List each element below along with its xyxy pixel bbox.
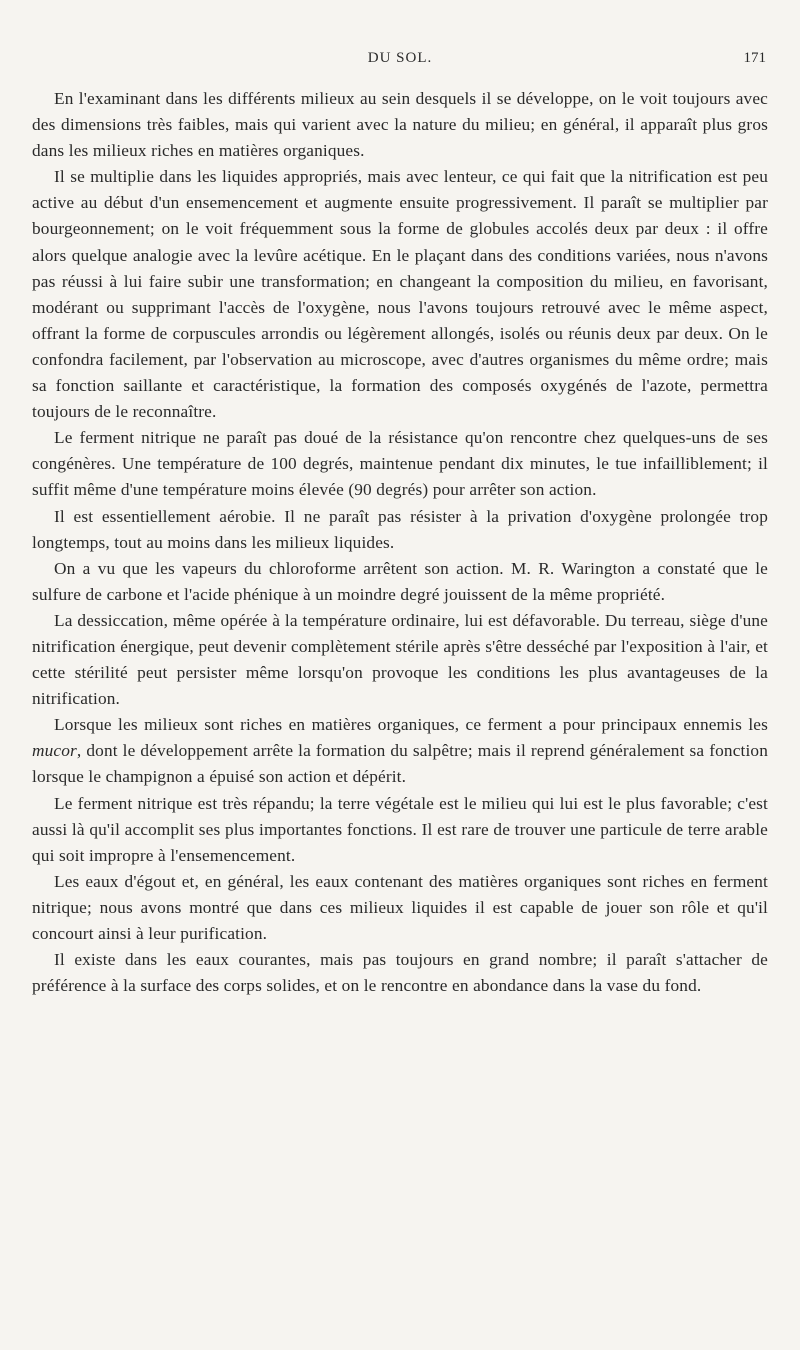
paragraph-2: Il se multiplie dans les liquides appropriés, mais avec lenteur, ce qui fait que la nitrification est peu active au début d'un ensemencement et augmente ensuite progressivement. Il paraît se multiplier par bourgeonnement; on le voit fréquemment sous la forme de globules accolés deux par deux : il offre alors quelque analogie avec la levûre acétique. En le plaçant dans des conditions variées, nous n'avons pas réussi à lui faire subir une transformation; en changeant la composition du milieu, en favorisant, modérant ou supprimant l'accès de l'oxygène, nous l'avons toujours retrouvé avec le même aspect, offrant la forme de corpuscules arrondis ou légèrement allongés, isolés ou réunis deux par deux. On le confondra facilement, par l'observation au microscope, avec d'autres organismes du même ordre; mais sa fonction saillante et caractéristique, la formation des composés oxygénés de l'azote, permettra toujours de le reconnaître. — [32, 167, 768, 422]
paragraph-7-text-before: Lorsque les milieux sont riches en matières organiques, ce ferment a pour principaux ennemis les — [54, 715, 768, 735]
paragraph-7 — [32, 712, 768, 790]
running-head — [0, 50, 800, 72]
body-text — [32, 86, 768, 999]
paragraph-8: Le ferment nitrique est très répandu; la terre végétale est le milieu qui lui est le plus favorable; c'est aussi là qu'il accomplit ses plus importantes fonctions. Il est rare de trouver une particule de terre arable qui soit impropre à l'ensemencement. — [32, 793, 768, 865]
running-title: DU SOL. — [367, 50, 433, 66]
paragraph-10: Il existe dans les eaux courantes, mais pas toujours en grand nombre; il paraît s'attacher de préférence à la surface des corps solides, et on le rencontre en abondance dans la vase du fond. — [32, 950, 768, 996]
paragraph-4: Il est essentiellement aérobie. Il ne paraît pas résister à la privation d'oxygène prolongée trop longtemps, tout au moins dans les milieux liquides. — [32, 506, 768, 552]
paragraph-3: Le ferment nitrique ne paraît pas doué de la résistance qu'on rencontre chez quelques-uns de ses congénères. Une température de 100 degrés, maintenue pendant dix minutes, le tue infailliblement; il suffit même d'une température moins élevée (90 degrés) pour arrêter son action. — [32, 428, 768, 500]
paragraph-5: On a vu que les vapeurs du chloroforme arrêtent son action. M. R. Warington a constaté que le sulfure de carbone et l'acide phénique à un moindre degré jouissent de la même propriété. — [32, 558, 768, 604]
paragraph-7-emphasis: mucor — [32, 741, 77, 761]
paragraph-1: En l'examinant dans les différents milieux au sein desquels il se développe, on le voit toujours avec des dimensions très faibles, mais qui varient avec la nature du milieu; en général, il apparaît plus gros dans les milieux riches en matières organiques. — [32, 89, 768, 161]
paragraph-6: La dessiccation, même opérée à la température ordinaire, lui est défavorable. Du terreau, siège d'une nitrification énergique, peut devenir complètement stérile après s'être desséché par l'exposition à l'air, et cette stérilité peut persister même lorsqu'on provoque les conditions les plus avantageuses de la nitrification. — [32, 610, 768, 709]
page-number: 171 — [743, 50, 766, 66]
paragraph-9: Les eaux d'égout et, en général, les eaux contenant des matières organiques sont riches en ferment nitrique; nous avons montré que dans ces milieux liquides il est capable de jouer son rôle et qu'il concourt ainsi à leur purification. — [32, 871, 768, 943]
paragraph-7-text-after: , dont le développement arrête la formation du salpêtre; mais il reprend généralement sa fonction lorsque le champignon a épuisé son action et dépérit. — [32, 741, 768, 787]
